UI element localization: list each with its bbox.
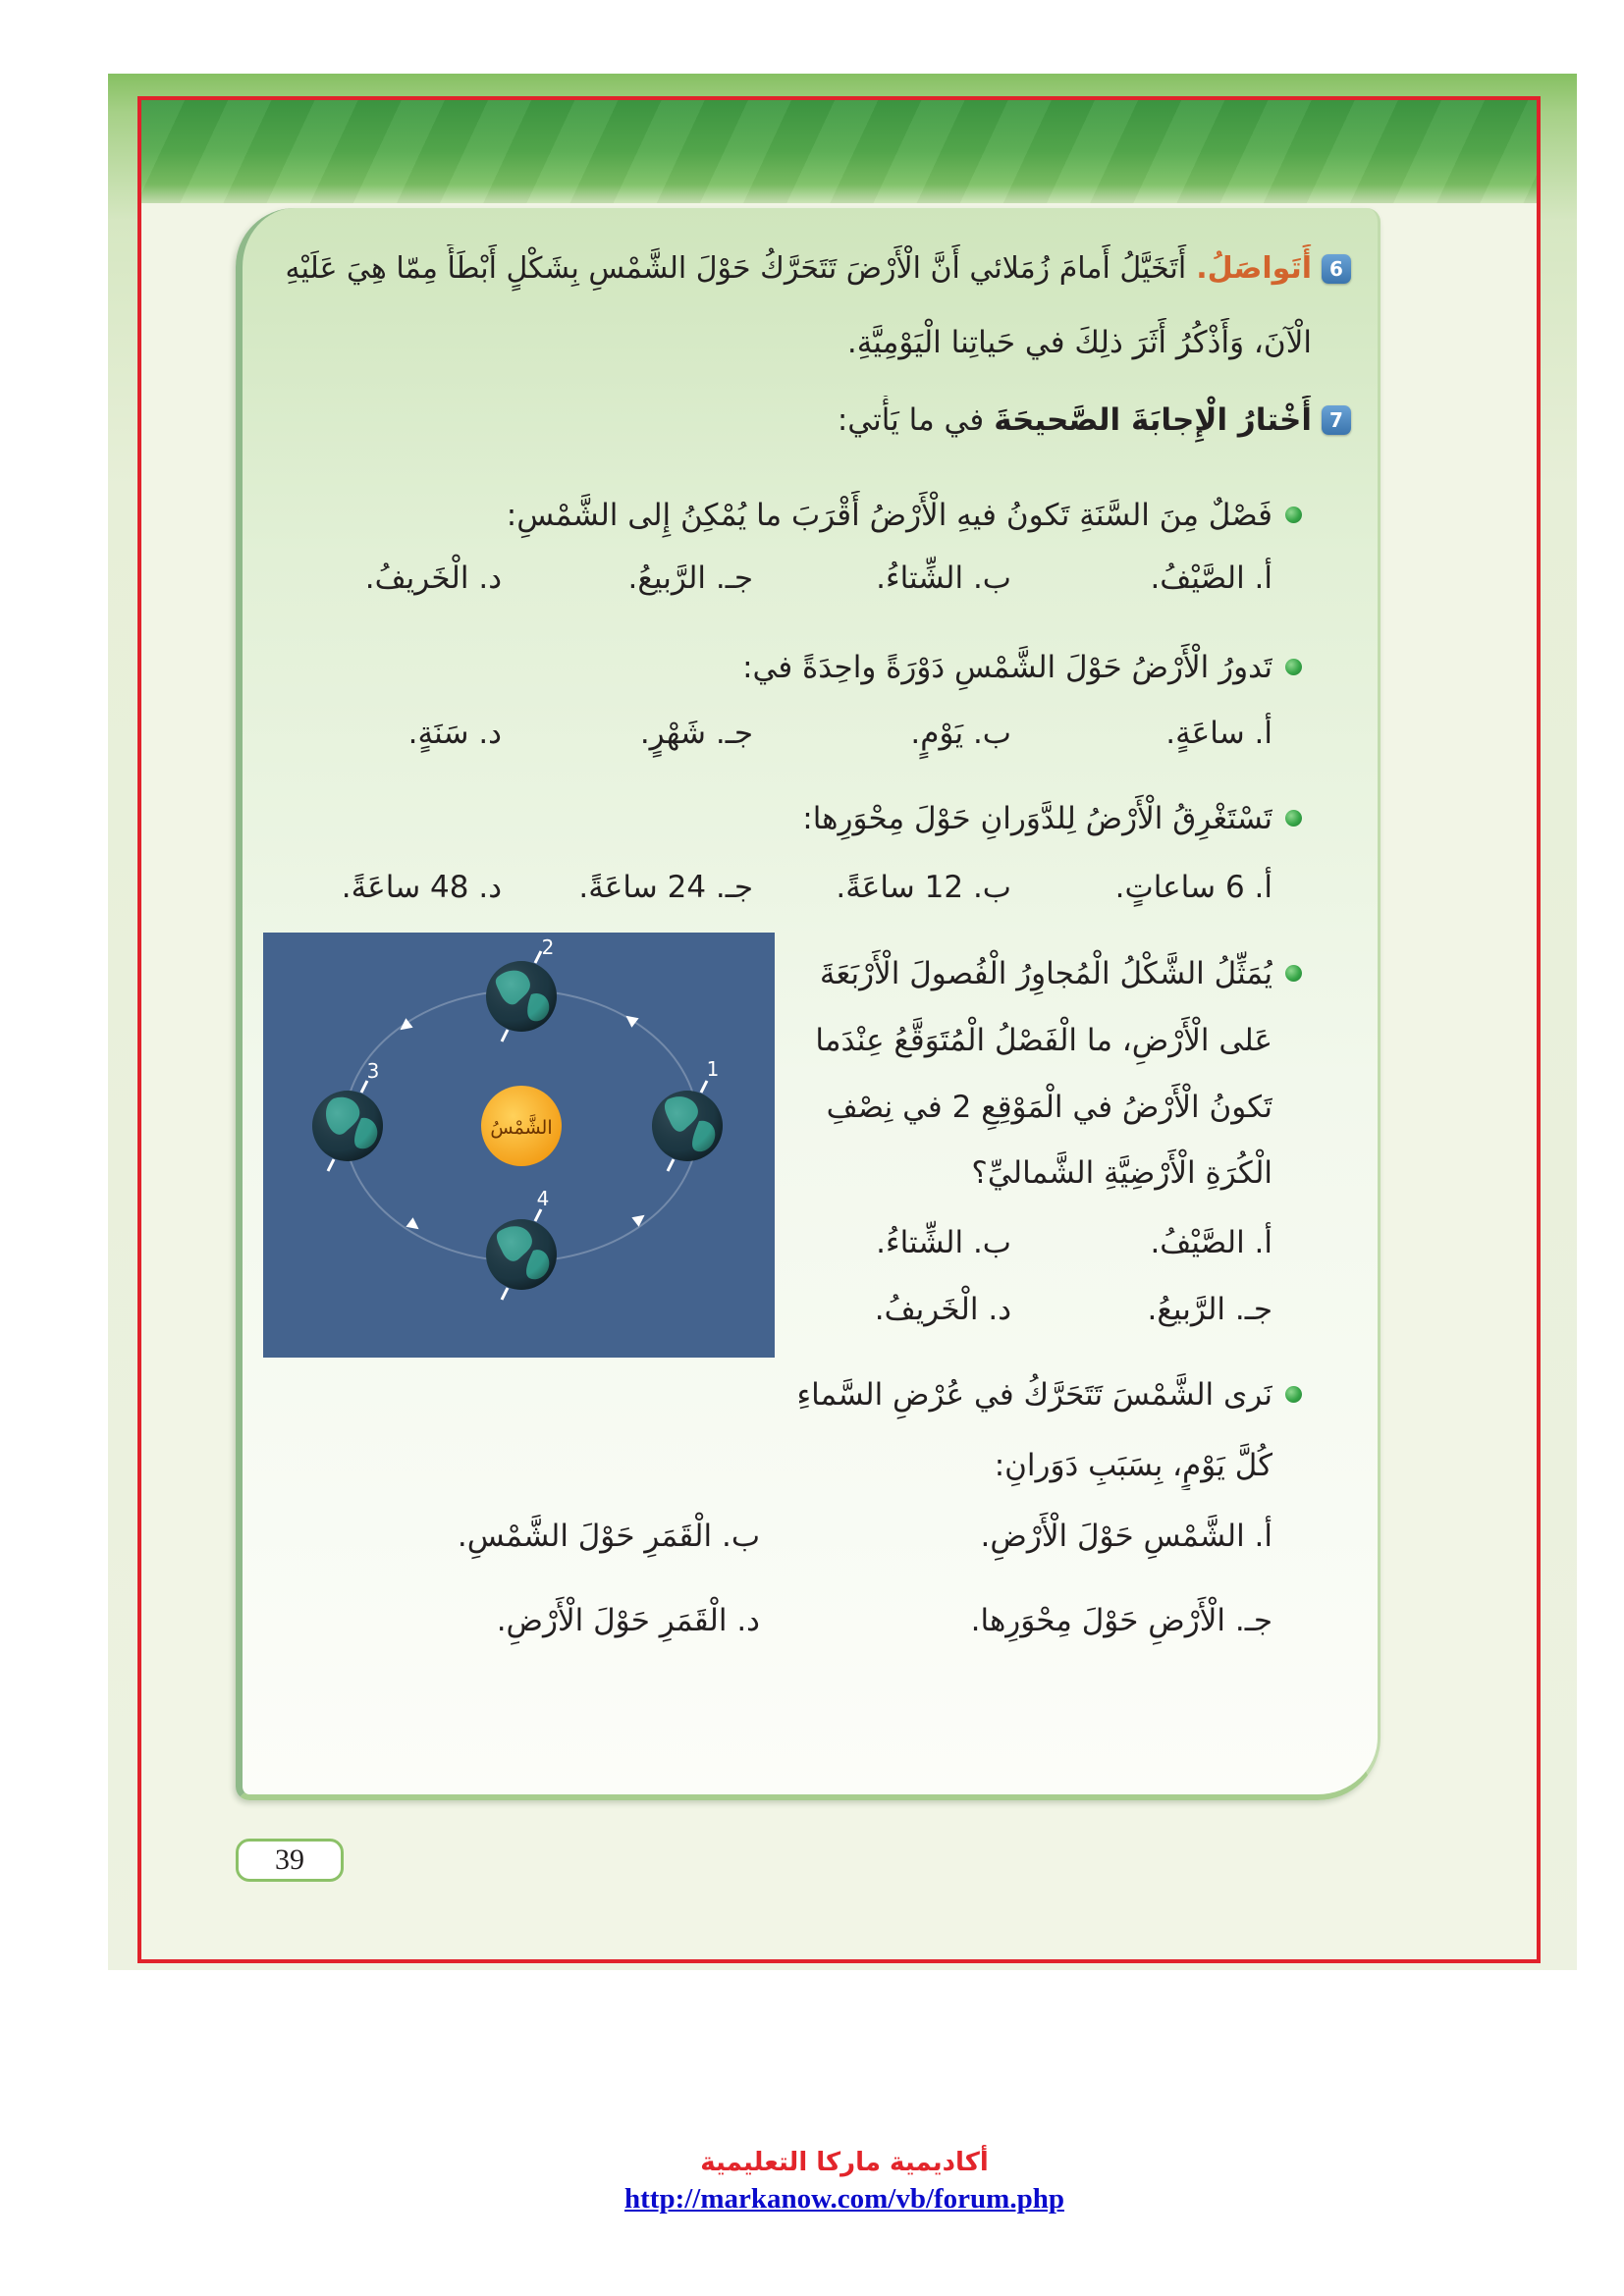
- question-3-bullet: [1285, 810, 1302, 827]
- earth-shading: [312, 1091, 383, 1161]
- question-3-option-a[interactable]: أ. 6 ساعاتٍ.: [1114, 870, 1272, 905]
- question-3-option-c[interactable]: جـ. 24 ساعَةً.: [578, 870, 753, 905]
- question-1-option-a[interactable]: أ. الصَّيْفُ.: [1150, 561, 1272, 596]
- question-4-text-line-2: عَلى الْأَرْضِ، ما الْفَصْلُ الْمُتَوَقَّعُ عِنْدَما: [815, 1023, 1272, 1058]
- question-3-text: تَسْتَغْرِقُ الْأَرْضُ لِلدَّوَرانِ حَوْلَ مِحْوَرِها:: [802, 801, 1272, 836]
- question-2-option-c[interactable]: جـ. شَهْرٍ.: [639, 716, 753, 751]
- position-label-2: 2: [541, 935, 555, 959]
- question-4-text-line-3: تَكونُ الْأَرْضُ في الْمَوْقِعِ 2 في نِصْفِ: [826, 1090, 1272, 1125]
- question-2-text: تَدورُ الْأَرْضُ حَوْلَ الشَّمْسِ دَوْرَةً واحِدَةً في:: [742, 650, 1272, 685]
- question-4-bullet: [1285, 965, 1302, 982]
- position-label-4: 4: [536, 1187, 550, 1210]
- earth-shading: [652, 1091, 723, 1161]
- question-5-text-line-2: كُلَّ يَوْمٍ، بِسَبَبِ دَوَرانِ:: [994, 1448, 1272, 1483]
- page-number: 39: [236, 1839, 344, 1882]
- question-1-text: فَصْلٌ مِنَ السَّنَةِ تَكونُ فيهِ الْأَرْضُ أَقْرَبَ ما يُمْكِنُ إِلى الشَّمْسِ:: [506, 498, 1272, 533]
- question-5-option-a[interactable]: أ. الشَّمْسِ حَوْلَ الْأَرْضِ.: [980, 1519, 1272, 1554]
- question-4-option-b[interactable]: ب. الشِّتاءُ.: [876, 1225, 1011, 1260]
- position-label-3: 3: [366, 1059, 380, 1083]
- earth-shading: [486, 1219, 557, 1290]
- earth-shading: [486, 961, 557, 1032]
- question-1-option-b[interactable]: ب. الشِّتاءُ.: [876, 561, 1011, 596]
- question-5-option-c[interactable]: جـ. الْأَرْضِ حَوْلَ مِحْوَرِها.: [970, 1603, 1272, 1638]
- question-3-option-d[interactable]: د. 48 ساعَةً.: [341, 870, 502, 905]
- question-5-option-d[interactable]: د. الْقَمَرِ حَوْلَ الْأَرْضِ.: [496, 1603, 760, 1638]
- question-2-option-d[interactable]: د. سَنَةٍ.: [407, 716, 502, 751]
- question-5-text-line-1: نَرى الشَّمْسَ تَتَحَرَّكُ في عُرْضِ السَّماءِ: [796, 1377, 1272, 1413]
- position-label-1: 1: [706, 1057, 720, 1081]
- item-6-line-2: الْآنَ، وَأَذْكُرُ أَثَرَ ذلِكَ في حَياتِنا الْيَوْمِيَّةِ.: [846, 325, 1312, 360]
- question-5-option-b[interactable]: ب. الْقَمَرِ حَوْلَ الشَّمْسِ.: [457, 1519, 760, 1554]
- question-2-bullet: [1285, 659, 1302, 675]
- footer-link[interactable]: http://markanow.com/vb/forum.php: [624, 2183, 1064, 2215]
- question-3-option-b[interactable]: ب. 12 ساعَةً.: [836, 870, 1011, 905]
- question-1-option-d[interactable]: د. الْخَريفُ.: [364, 561, 502, 596]
- item-7-instruction-rest: في ما يَأْتي:: [837, 402, 985, 438]
- question-4-text-line-1: يُمَثِّلُ الشَّكْلُ الْمُجاوِرُ الْفُصولَ الْأَرْبَعَةَ: [819, 956, 1272, 991]
- question-4-option-c[interactable]: جـ. الرَّبيعُ.: [1147, 1292, 1272, 1327]
- question-5-bullet: [1285, 1386, 1302, 1403]
- question-4-text-line-4: الْكُرَةِ الْأَرْضِيَّةِ الشَّماليِّ؟: [971, 1155, 1272, 1191]
- seasons-orbit-diagram: [263, 933, 775, 1358]
- item-6-topic-label: أَتَواصَلُ.: [1196, 251, 1312, 286]
- question-4-option-d[interactable]: د. الْخَريفُ.: [874, 1292, 1011, 1327]
- item-6-line-1: [266, 244, 1312, 294]
- item-7-number-badge: 7: [1322, 405, 1351, 435]
- header-band: [141, 100, 1537, 203]
- question-1-option-c[interactable]: جـ. الرَّبيعُ.: [627, 561, 753, 596]
- sun-label: الشَّمْسُ: [490, 1117, 553, 1139]
- item-7-instruction-bold: أَخْتارُ الْإِجابَةَ الصَّحيحَةَ: [994, 402, 1312, 438]
- question-2-option-b[interactable]: ب. يَوْمٍ.: [910, 716, 1011, 751]
- footer-title: أكاديمية ماركا التعليمية: [700, 2148, 989, 2177]
- diagram-svg: [263, 933, 775, 1358]
- item-6-text-1: أَتَخَيَّلُ أَمامَ زُمَلائي أَنَّ الْأَرْضَ تَتَحَرَّكُ حَوْلَ الشَّمْسِ بِشَكْلٍ أَبْطَأَ مِمّا هِيَ عَلَيْهِ: [285, 251, 1187, 286]
- question-4-option-a[interactable]: أ. الصَّيْفُ.: [1150, 1225, 1272, 1260]
- item-7-instruction: [428, 396, 1312, 445]
- question-1-bullet: [1285, 507, 1302, 523]
- item-6-number-badge: 6: [1322, 254, 1351, 284]
- question-2-option-a[interactable]: أ. ساعَةٍ.: [1165, 716, 1272, 751]
